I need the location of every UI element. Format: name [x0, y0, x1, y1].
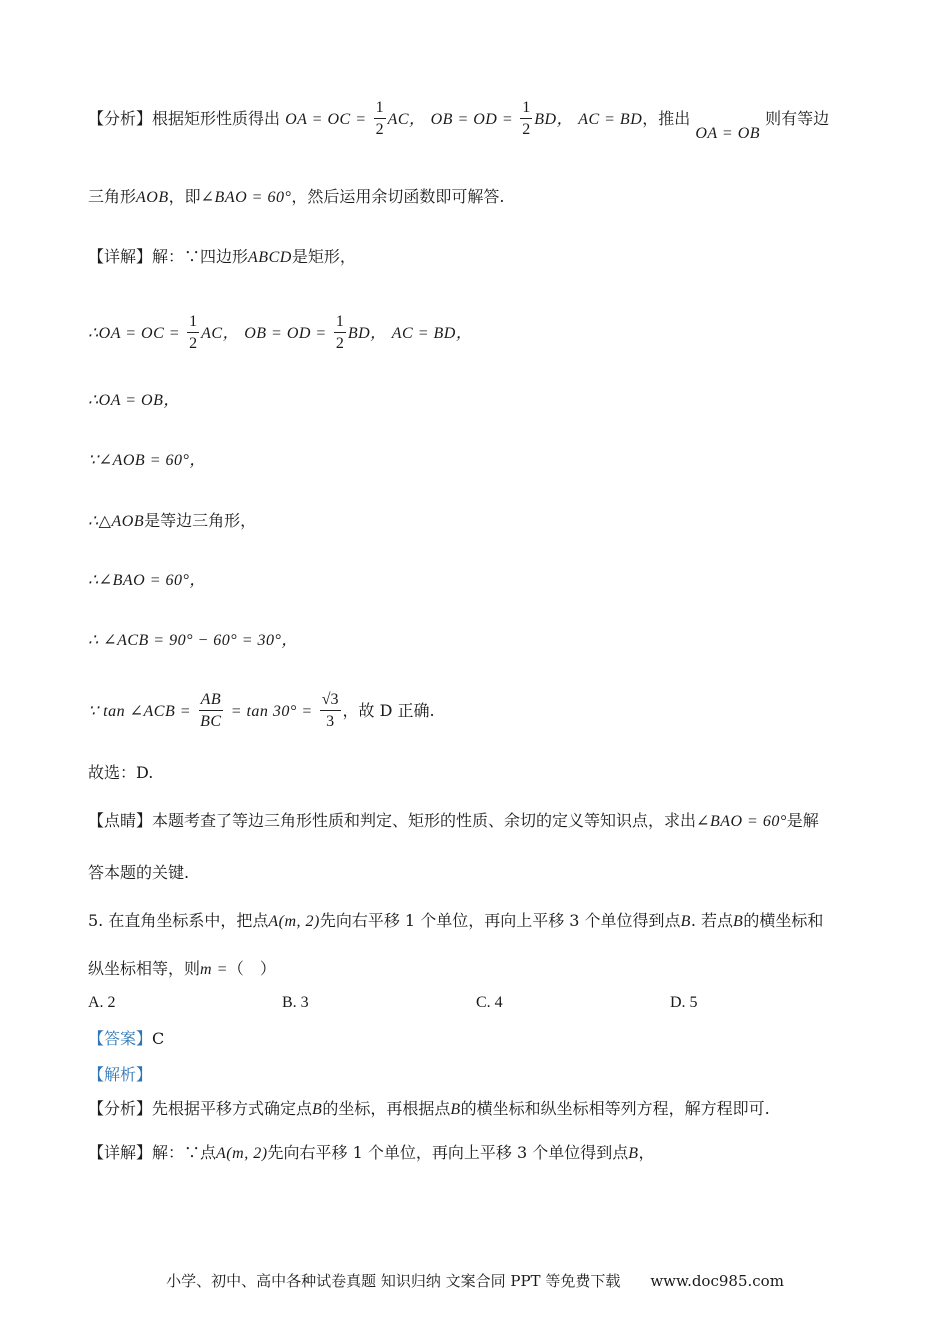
fraction-half: $\frac{1}{2}$ [375, 99, 384, 138]
option-d: D. 5 [670, 994, 698, 1011]
analysis-tag: 【分析】 [88, 109, 153, 128]
analysis-line-1: 【分析】根据矩形性质得出 OA = OC = $\frac{1}{2}$ AC， OB = OD = $\frac{1}{2}$ BD， AC = BD，推出 OA = OB 则有等边 [88, 99, 830, 142]
detail-line-2: ∴OA = OC = $\frac{1}{2}$ AC， OB = OD = $\frac{1}{2}$ BD， AC = BD， [88, 313, 473, 352]
detail-line-5: ∴△AOB是等边三角形， [88, 511, 257, 530]
q5-stem-line-1: 5. 在直角坐标系中，把点A(m, 2)先向右平移 1 个单位，再向上平移 3 个单位得到点B. 若点B的横坐标和 [88, 911, 824, 930]
choose-line: 故选：D. [88, 763, 154, 782]
answer-value: C [152, 1029, 165, 1048]
comment-tag: 【点睛】 [88, 811, 153, 830]
detail-line-6: ∴∠BAO = 60°， [88, 572, 206, 589]
option-c: C. 4 [476, 994, 503, 1011]
comment-line-2: 答本题的关键. [88, 863, 190, 882]
page-footer: 小学、初中、高中各种试卷真题 知识归纳 文案合同 PPT 等免费下载 www.doc985.com [166, 1272, 784, 1290]
q5-detail-line: 【详解】解：∵点A(m, 2)先向右平移 1 个单位，再向上平移 3 个单位得到点B， [88, 1143, 655, 1162]
option-b: B. 3 [282, 994, 309, 1011]
q5-analysis-line: 【分析】先根据平移方式确定点B的坐标，再根据点B的横坐标和纵坐标相等列方程，解方程即可. [88, 1099, 770, 1118]
detail-line-4: ∵∠AOB = 60°， [88, 452, 206, 469]
analysis-line-2: 三角形AOB，即∠BAO = 60°，然后运用余切函数即可解答. [88, 187, 505, 206]
answer-tag: 【答案】 [88, 1029, 153, 1048]
detail-tag: 【详解】 [88, 247, 153, 266]
answer-line [88, 1028, 164, 1050]
explain-tag: 【解析】 [88, 1065, 153, 1084]
detail-line-8: ∵ tan ∠ACB = $\frac{AB}{BC}$ = tan 30° = $\frac{√3}{3}$ ，故 D 正确. [88, 691, 435, 730]
detail-line-1: 【详解】解：∵四边形ABCD是矩形， [88, 247, 356, 266]
detail-line-7: ∴ ∠ACB = 90° − 60° = 30°， [88, 632, 298, 649]
detail-line-3: ∴OA = OB， [88, 392, 180, 409]
comment-line-1: 【点睛】本题考查了等边三角形性质和判定、矩形的性质、余切的定义等知识点，求出∠BAO = 60°是解 [88, 811, 819, 830]
option-a: A. 2 [88, 994, 116, 1011]
q5-stem-line-2: 纵坐标相等，则m =（ ） [88, 959, 276, 978]
